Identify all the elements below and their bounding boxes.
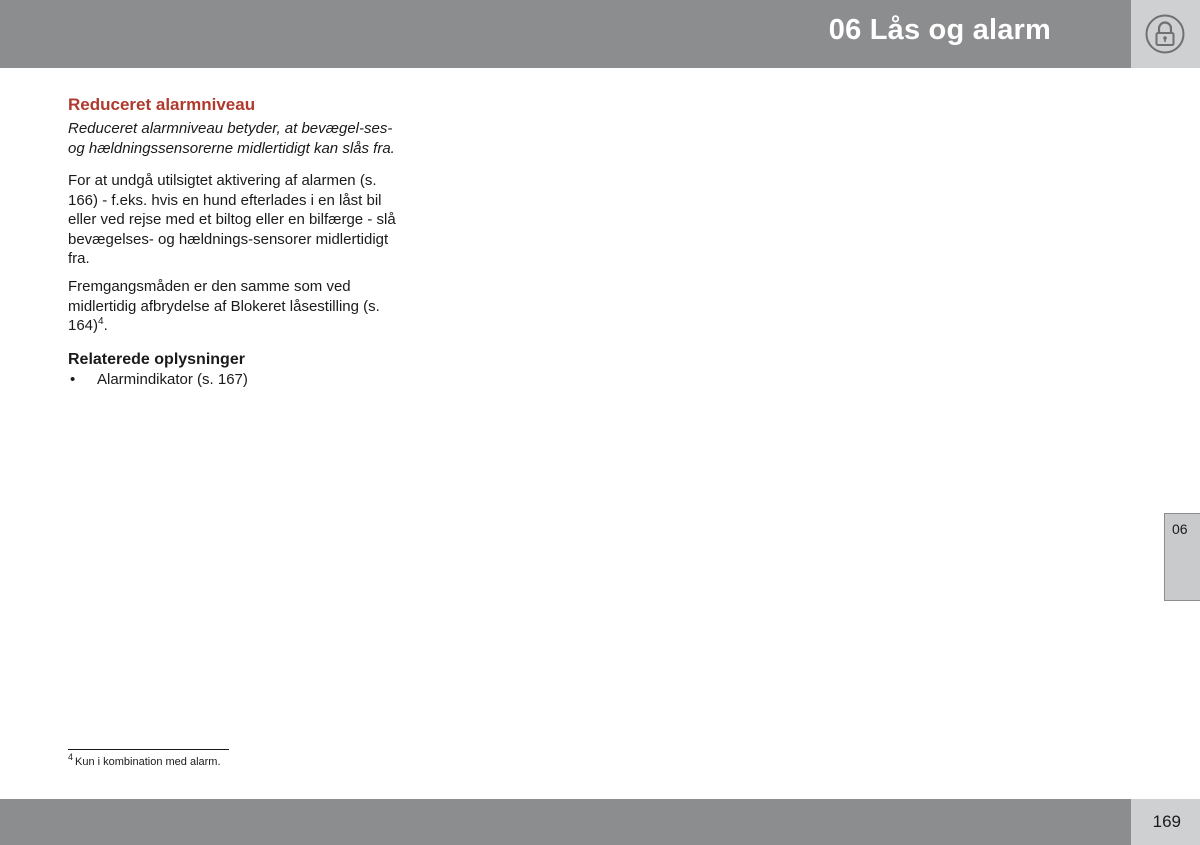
main-content [68, 95, 408, 390]
footnote-divider [68, 749, 229, 750]
bullet-icon: • [70, 370, 76, 388]
footnote [68, 752, 221, 769]
header-bar [0, 0, 1131, 68]
related-item[interactable] [68, 370, 408, 390]
paragraph-2-text: Fremgangsmåden er den samme som ved midlertidig afbrydelse af Blokeret låsestilling (s. 164) [68, 277, 380, 335]
chapter-icon-box [1131, 0, 1200, 68]
paragraph-2 [68, 277, 398, 336]
footnote-text: Kun i kombination med alarm. [75, 756, 221, 768]
related-heading: Relaterede oplysninger [68, 350, 245, 368]
page-number-box [1131, 799, 1200, 845]
chapter-side-tab[interactable] [1164, 513, 1200, 601]
section-heading: Reduceret alarmniveau [68, 95, 256, 114]
paragraph-1: For at undgå utilsigtet aktivering af alarmen (s. 166) - f.eks. hvis en hund efterlades i en låst bil eller ved rejse med et biltog eller en bilfærge - slå bevægelses- og hældnings-sensorer midlertidigt fra. [68, 172, 396, 268]
footer-bar [0, 799, 1131, 845]
chapter-title: 06 Lås og alarm [828, 14, 1051, 46]
related-item-label: Alarmindikator (s. 167) [97, 370, 248, 388]
intro-text: Reduceret alarmniveau betyder, at bevægel-ses- og hældningssensorerne midlertidigt kan slås fra. [68, 120, 395, 157]
padlock-icon [1145, 14, 1185, 54]
page-number: 169 [1152, 812, 1181, 831]
footnote-number: 4 [68, 752, 74, 763]
paragraph-2-end: . [103, 317, 108, 335]
related-list [68, 370, 408, 390]
footnote-ref: 4 [98, 316, 104, 328]
side-tab-label: 06 [1172, 521, 1188, 537]
